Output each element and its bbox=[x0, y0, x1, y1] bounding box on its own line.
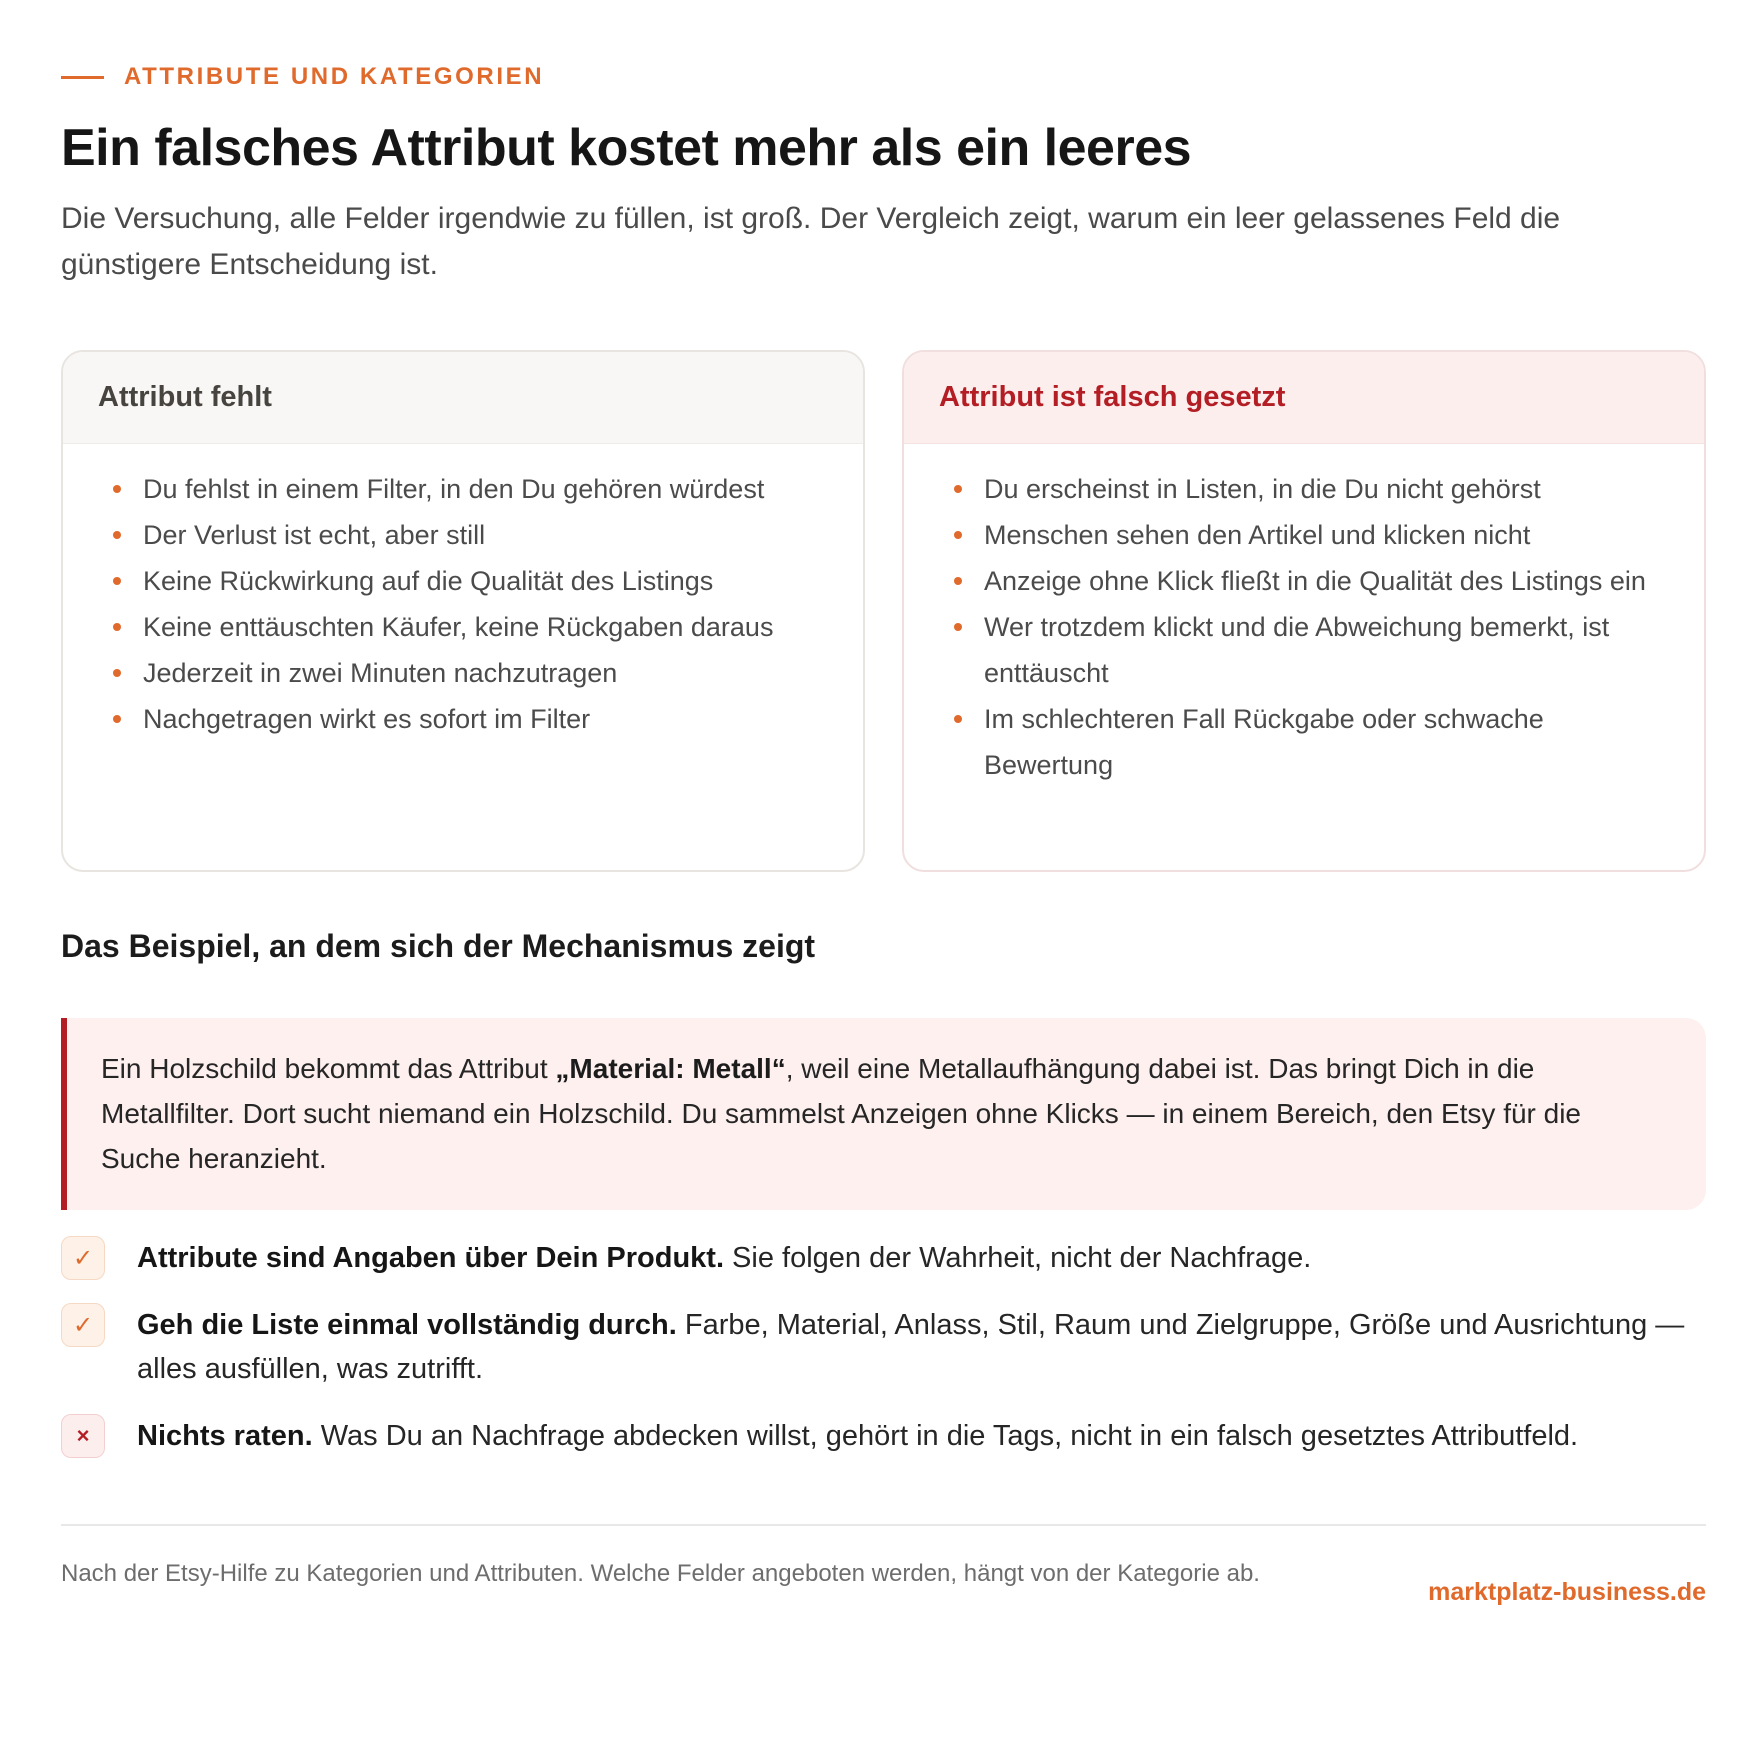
eyebrow-line bbox=[61, 76, 104, 79]
checklist-item bbox=[61, 1414, 1706, 1458]
page-title: Ein falsches Attribut kostet mehr als ein leeres bbox=[61, 119, 1192, 177]
card-title: Attribut ist falsch gesetzt bbox=[904, 352, 1704, 444]
bullet-dot-icon bbox=[113, 669, 121, 677]
checklist-item bbox=[61, 1303, 1706, 1391]
cross-icon: × bbox=[61, 1414, 105, 1458]
list-item: Nachgetragen wirkt es sofort im Filter bbox=[113, 696, 823, 742]
card-attribute-wrong bbox=[902, 350, 1706, 872]
list-item: Menschen sehen den Artikel und klicken nicht bbox=[954, 512, 1664, 558]
list-item: Keine enttäuschten Käufer, keine Rückgaben daraus bbox=[113, 604, 823, 650]
bullet-dot-icon bbox=[113, 531, 121, 539]
list-item: Der Verlust ist echt, aber still bbox=[113, 512, 823, 558]
list-item: Du erscheinst in Listen, in die Du nicht gehörst bbox=[954, 466, 1664, 512]
brand-link[interactable]: marktplatz-business.de bbox=[1428, 1578, 1706, 1606]
bullet-dot-icon bbox=[954, 577, 962, 585]
example-text-post: , weil eine Metallaufhängung dabei ist. Das bringt Dich in die Metallfilter. Dort sucht niemand ein Holzschild. Du sammelst Anzeigen ohne Klicks — in einem Bereich, den Etsy für die Suche heranzieht. bbox=[101, 1053, 1582, 1174]
bullet-dot-icon bbox=[113, 577, 121, 585]
page-subtitle: Die Versuchung, alle Felder irgendwie zu füllen, ist groß. Der Vergleich zeigt, warum ein leer gelassenes Feld die günstigere Entscheidung ist. bbox=[61, 202, 1561, 281]
bullet-dot-icon bbox=[954, 623, 962, 631]
bullet-dot-icon bbox=[954, 485, 962, 493]
list-item: Jederzeit in zwei Minuten nachzutragen bbox=[113, 650, 823, 696]
bullet-dot-icon bbox=[113, 485, 121, 493]
card-list bbox=[63, 444, 863, 742]
bullet-dot-icon bbox=[954, 531, 962, 539]
list-item: Du fehlst in einem Filter, in den Du gehören würdest bbox=[113, 466, 823, 512]
card-list bbox=[904, 444, 1704, 788]
example-text-bold: „Material: Metall“ bbox=[555, 1053, 786, 1084]
checklist-item bbox=[61, 1236, 1706, 1280]
bullet-dot-icon bbox=[954, 715, 962, 723]
example-text-pre: Ein Holzschild bekommt das Attribut bbox=[101, 1053, 556, 1084]
example-callout bbox=[61, 1018, 1706, 1210]
checklist-text: Nichts raten. Was Du an Nachfrage abdecken willst, gehört in die Tags, nicht in ein falsch gesetztes Attributfeld. bbox=[137, 1420, 1579, 1452]
footer-note: Nach der Etsy-Hilfe zu Kategorien und Attributen. Welche Felder angeboten werden, hängt von der Kategorie ab. bbox=[61, 1560, 1260, 1587]
list-item: Wer trotzdem klickt und die Abweichung bemerkt, ist enttäuscht bbox=[954, 604, 1664, 696]
checklist-text: Geh die Liste einmal vollständig durch. Farbe, Material, Anlass, Stil, Raum und Zielgruppe, Größe und Ausrichtung — alles ausfüllen, was zutrifft. bbox=[137, 1309, 1685, 1385]
card-title: Attribut fehlt bbox=[63, 352, 863, 444]
footer-divider bbox=[61, 1524, 1706, 1526]
bullet-dot-icon bbox=[113, 715, 121, 723]
check-icon: ✓ bbox=[61, 1236, 105, 1280]
card-attribute-missing bbox=[61, 350, 865, 872]
bullet-dot-icon bbox=[113, 623, 121, 631]
checklist-text: Attribute sind Angaben über Dein Produkt. Sie folgen der Wahrheit, nicht der Nachfrage. bbox=[137, 1242, 1312, 1274]
list-item: Im schlechteren Fall Rückgabe oder schwache Bewertung bbox=[954, 696, 1664, 788]
eyebrow bbox=[61, 63, 544, 91]
eyebrow-text: ATTRIBUTE UND KATEGORIEN bbox=[124, 63, 545, 90]
list-item: Keine Rückwirkung auf die Qualität des Listings bbox=[113, 558, 823, 604]
check-icon: ✓ bbox=[61, 1303, 105, 1347]
example-heading: Das Beispiel, an dem sich der Mechanismus zeigt bbox=[61, 928, 816, 964]
list-item: Anzeige ohne Klick fließt in die Qualität des Listings ein bbox=[954, 558, 1664, 604]
